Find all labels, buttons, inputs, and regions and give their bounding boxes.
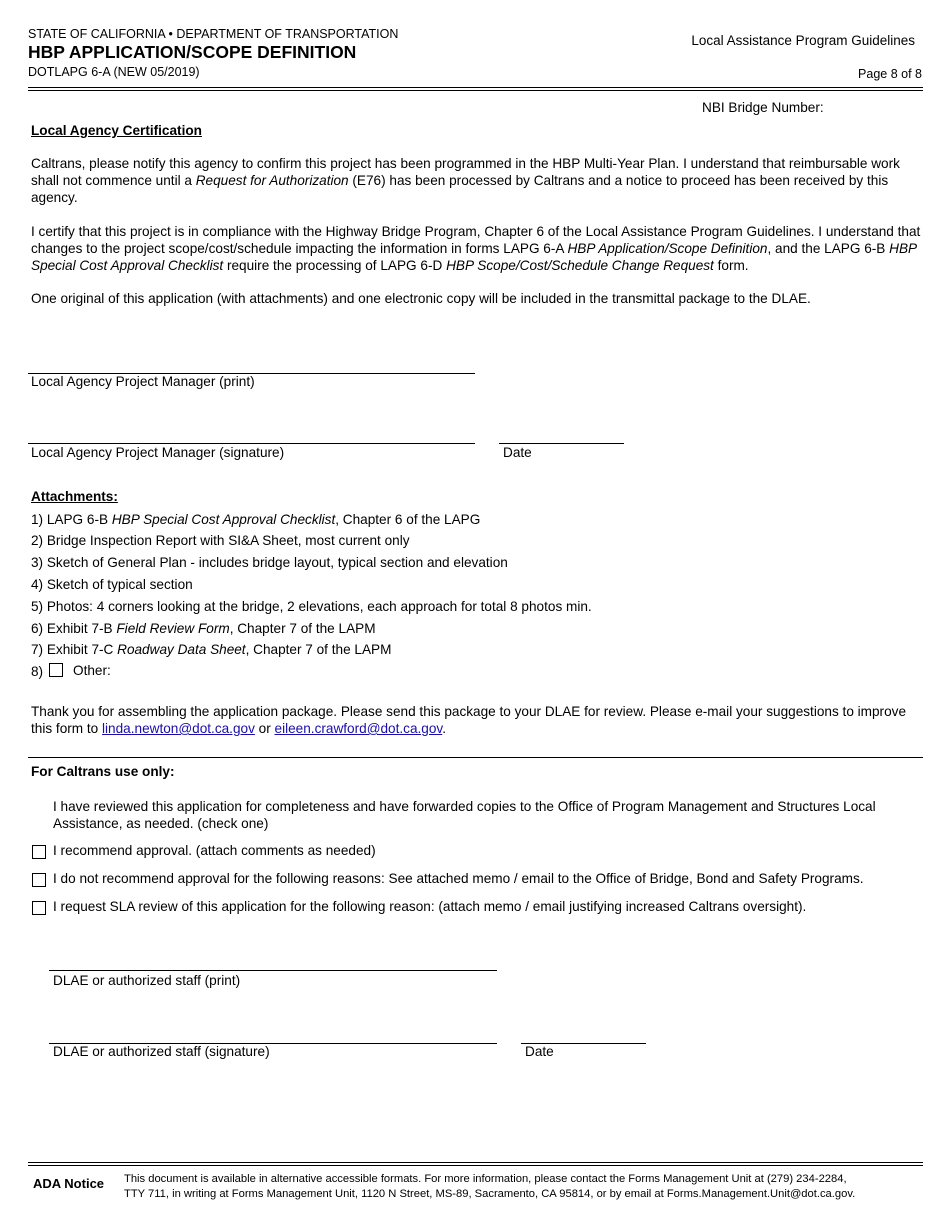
other-attachment-label: Other: [73, 663, 111, 678]
agency-line: STATE OF CALIFORNIA • DEPARTMENT OF TRANSPORTATION [28, 27, 399, 41]
attachment-item-3: 3) Sketch of General Plan - includes bridge layout, typical section and elevation [31, 555, 508, 570]
nbi-label: NBI Bridge Number: [702, 100, 824, 115]
attachment-item-7: 7) Exhibit 7-C Roadway Data Sheet, Chapter 7 of the LAPM [31, 642, 392, 657]
certification-paragraph-1: Caltrans, please notify this agency to confirm this project has been programmed in the HBP Multi-Year Plan. I understand that reimbursable work shall not commence until a Request for Authorization (E76) has been processed by Caltrans and a notice to proceed has been received by this agency. [31, 156, 900, 205]
certification-heading: Local Agency Certification [31, 123, 202, 138]
sla-review-checkbox[interactable] [32, 901, 46, 915]
dlae-signature-label: DLAE or authorized staff (signature) [53, 1044, 270, 1059]
form-title: HBP APPLICATION/SCOPE DEFINITION [28, 42, 357, 62]
do-not-recommend-checkbox[interactable] [32, 873, 46, 887]
ada-notice-label: ADA Notice [33, 1176, 105, 1191]
caltrans-heading: For Caltrans use only: [31, 764, 175, 779]
email-link-linda[interactable]: linda.newton@dot.ca.gov [102, 721, 255, 736]
attachment-item-5: 5) Photos: 4 corners looking at the bridge, 2 elevations, each approach for total 8 photos min. [31, 599, 592, 614]
footer-rule-2 [28, 1165, 923, 1166]
attachments-heading: Attachments: [31, 489, 118, 504]
caltrans-section-rule [28, 757, 923, 758]
email-link-eileen[interactable]: eileen.crawford@dot.ca.gov [274, 721, 443, 736]
attachment-item-6: 6) Exhibit 7-B Field Review Form, Chapter 7 of the LAPM [31, 621, 376, 636]
pm-print-label: Local Agency Project Manager (print) [31, 374, 255, 389]
certification-paragraph-2: I certify that this project is in compliance with the Highway Bridge Program, Chapter 6 of the Local Assistance Program Guidelines. I understand that changes to the project scope/cost/schedule impacting the information in forms LAPG 6-A HBP Application/Scope Definition, and the LAPG 6-B HBP Special Cost Approval Checklist require the processing of LAPG 6-D HBP Scope/Cost/Schedule Change Request form. [31, 224, 921, 273]
do-not-recommend-label: I do not recommend approval for the following reasons: See attached memo / email to the Office of Bridge, Bond and Safety Programs. [53, 871, 864, 886]
dlae-print-field[interactable] [49, 970, 497, 971]
sla-review-label: I request SLA review of this application for the following reason: (attach memo / email justifying increased Caltrans oversight). [53, 899, 807, 914]
header-rule [28, 87, 923, 88]
form-id: DOTLAPG 6-A (NEW 05/2019) [28, 65, 200, 79]
header-rule-2 [28, 90, 923, 91]
pm-signature-label: Local Agency Project Manager (signature) [31, 445, 285, 460]
other-attachment-checkbox[interactable] [49, 663, 63, 677]
recommend-approval-checkbox[interactable] [32, 845, 46, 859]
attachment-item-4: 4) Sketch of typical section [31, 577, 193, 592]
pm-signature-field[interactable] [28, 443, 475, 444]
footer-rule [28, 1162, 923, 1163]
page-number: Page 8 of 8 [858, 67, 922, 81]
caltrans-intro: I have reviewed this application for completeness and have forwarded copies to the Office of Program Management and Structures Local Assistance, as needed. (check one) [53, 799, 876, 831]
pm-date-label: Date [503, 445, 532, 460]
thank-you-paragraph: Thank you for assembling the application package. Please send this package to your DLAE for review. Please e-mail your suggestions to improve this form to linda.newton@dot.ca.gov or eileen.crawford@dot.ca.gov. [31, 704, 907, 736]
certification-paragraph-3: One original of this application (with attachments) and one electronic copy will be included in the transmittal package to the DLAE. [31, 291, 811, 306]
attachment-item-2: 2) Bridge Inspection Report with SI&A Sheet, most current only [31, 533, 410, 548]
attachment-item-1: 1) LAPG 6-B HBP Special Cost Approval Checklist, Chapter 6 of the LAPG [31, 512, 481, 527]
pm-date-field[interactable] [499, 443, 624, 444]
recommend-approval-label: I recommend approval. (attach comments as needed) [53, 843, 376, 858]
ada-notice-text: This document is available in alternative accessible formats. For more information, please contact the Forms Management Unit at (279) 234-2284, TTY 711, in writing at Forms Management Unit, 1120 N Street, MS-89, Sacramento, CA 95814, or by email at Forms.Management.Unit@dot.ca.gov. [124, 1173, 856, 1200]
guidelines-title: Local Assistance Program Guidelines [691, 33, 915, 48]
dlae-print-label: DLAE or authorized staff (print) [53, 973, 241, 988]
attachment-item-8-number: 8) [31, 664, 44, 679]
dlae-date-label: Date [525, 1044, 554, 1059]
